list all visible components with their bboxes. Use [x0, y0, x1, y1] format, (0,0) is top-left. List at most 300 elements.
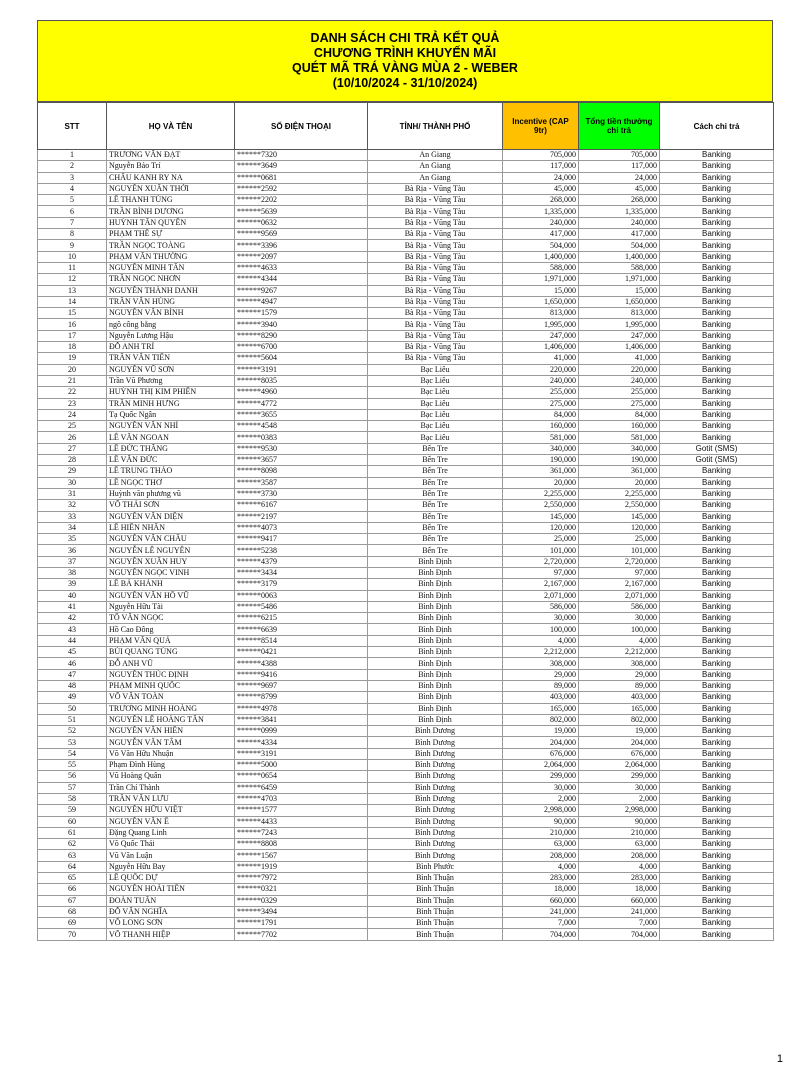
row-name: NGUYỄN MINH TÂN — [107, 262, 235, 273]
table-row — [38, 624, 774, 635]
row-stt: 68 — [38, 906, 107, 917]
row-phone: ******0654 — [235, 771, 368, 782]
row-total: 1,406,000 — [579, 342, 660, 353]
row-total: 220,000 — [579, 364, 660, 375]
row-total: 283,000 — [579, 873, 660, 884]
row-method: Banking — [660, 590, 774, 601]
row-method: Banking — [660, 793, 774, 804]
row-incentive: 2,998,000 — [503, 805, 579, 816]
row-total: 41,000 — [579, 353, 660, 364]
row-incentive: 84,000 — [503, 409, 579, 420]
row-incentive: 4,000 — [503, 635, 579, 646]
row-province: Bình Dương — [368, 805, 503, 816]
row-phone: ******3649 — [235, 161, 368, 172]
row-incentive: 24,000 — [503, 172, 579, 183]
row-method: Banking — [660, 409, 774, 420]
row-province: Bình Định — [368, 692, 503, 703]
row-phone: ******0321 — [235, 884, 368, 895]
row-phone: ******2592 — [235, 183, 368, 194]
row-stt: 53 — [38, 737, 107, 748]
row-phone: ******6459 — [235, 782, 368, 793]
row-name: VÕ VĂN TOÀN — [107, 692, 235, 703]
document-title-banner — [37, 20, 773, 102]
row-province: Bà Rịa - Vũng Tàu — [368, 353, 503, 364]
row-total: 361,000 — [579, 466, 660, 477]
row-stt: 5 — [38, 195, 107, 206]
row-stt: 26 — [38, 432, 107, 443]
row-incentive: 101,000 — [503, 545, 579, 556]
header-province: TỈNH/ THÀNH PHỐ — [368, 103, 503, 150]
row-province: Bạc Liêu — [368, 364, 503, 375]
row-province: Bình Thuận — [368, 918, 503, 929]
row-phone: ******3587 — [235, 477, 368, 488]
table-row — [38, 375, 774, 386]
row-incentive: 705,000 — [503, 150, 579, 161]
row-total: 247,000 — [579, 330, 660, 341]
header-incentive: Incentive (CAP 9tr) — [503, 103, 579, 150]
table-row — [38, 534, 774, 545]
row-total: 2,167,000 — [579, 579, 660, 590]
row-name: Phạm Đình Hùng — [107, 760, 235, 771]
row-incentive: 660,000 — [503, 895, 579, 906]
row-total: 1,650,000 — [579, 296, 660, 307]
row-phone: ******4433 — [235, 816, 368, 827]
row-name: TRẦN VĂN TIẾN — [107, 353, 235, 364]
row-method: Banking — [660, 624, 774, 635]
row-incentive: 247,000 — [503, 330, 579, 341]
row-total: 813,000 — [579, 308, 660, 319]
row-method: Banking — [660, 285, 774, 296]
table-row — [38, 635, 774, 646]
row-total: 89,000 — [579, 680, 660, 691]
row-stt: 64 — [38, 861, 107, 872]
row-incentive: 1,971,000 — [503, 274, 579, 285]
row-method: Banking — [660, 669, 774, 680]
row-incentive: 7,000 — [503, 918, 579, 929]
row-method: Banking — [660, 861, 774, 872]
row-phone: ******4703 — [235, 793, 368, 804]
row-stt: 23 — [38, 398, 107, 409]
row-stt: 52 — [38, 726, 107, 737]
row-stt: 3 — [38, 172, 107, 183]
table-row — [38, 308, 774, 319]
row-incentive: 241,000 — [503, 906, 579, 917]
row-method: Banking — [660, 601, 774, 612]
row-total: 18,000 — [579, 884, 660, 895]
row-incentive: 90,000 — [503, 816, 579, 827]
row-phone: ******4960 — [235, 387, 368, 398]
row-province: Bến Tre — [368, 534, 503, 545]
row-method: Banking — [660, 477, 774, 488]
row-stt: 66 — [38, 884, 107, 895]
row-province: Bình Định — [368, 647, 503, 658]
row-stt: 51 — [38, 714, 107, 725]
row-stt: 11 — [38, 262, 107, 273]
row-incentive: 120,000 — [503, 522, 579, 533]
table-row — [38, 522, 774, 533]
row-name: Nguyễn Hữu Tài — [107, 601, 235, 612]
row-method: Banking — [660, 364, 774, 375]
table-row — [38, 455, 774, 466]
row-phone: ******4344 — [235, 274, 368, 285]
row-province: Bà Rịa - Vũng Tàu — [368, 330, 503, 341]
row-method: Banking — [660, 150, 774, 161]
row-method: Banking — [660, 771, 774, 782]
row-name: Nguyễn Bảo Trí — [107, 161, 235, 172]
row-phone: ******9417 — [235, 534, 368, 545]
row-phone: ******4947 — [235, 296, 368, 307]
row-stt: 32 — [38, 500, 107, 511]
row-total: 30,000 — [579, 782, 660, 793]
row-incentive: 19,000 — [503, 726, 579, 737]
row-name: TRẦN VĂN LƯU — [107, 793, 235, 804]
row-method: Banking — [660, 579, 774, 590]
payout-table — [37, 102, 774, 941]
row-total: 117,000 — [579, 161, 660, 172]
row-name: NGUYỄN XUÂN HUY — [107, 556, 235, 567]
row-method: Banking — [660, 296, 774, 307]
row-phone: ******6167 — [235, 500, 368, 511]
row-stt: 22 — [38, 387, 107, 398]
row-method: Gotit (SMS) — [660, 443, 774, 454]
row-phone: ******3494 — [235, 906, 368, 917]
row-stt: 48 — [38, 680, 107, 691]
table-row — [38, 161, 774, 172]
table-row — [38, 500, 774, 511]
row-name: LÊ ĐỨC THẮNG — [107, 443, 235, 454]
row-method: Banking — [660, 511, 774, 522]
row-name: NGUYỄN THÚC ĐỊNH — [107, 669, 235, 680]
row-name: VÕ THANH HIỆP — [107, 929, 235, 940]
row-method: Banking — [660, 274, 774, 285]
row-stt: 9 — [38, 240, 107, 251]
row-phone: ******0421 — [235, 647, 368, 658]
table-row — [38, 342, 774, 353]
table-row — [38, 590, 774, 601]
row-province: Bình Dương — [368, 782, 503, 793]
row-total: 2,064,000 — [579, 760, 660, 771]
row-stt: 21 — [38, 375, 107, 386]
row-total: 120,000 — [579, 522, 660, 533]
row-phone: ******4633 — [235, 262, 368, 273]
table-row — [38, 929, 774, 940]
row-phone: ******6700 — [235, 342, 368, 353]
row-incentive: 208,000 — [503, 850, 579, 861]
row-phone: ******7702 — [235, 929, 368, 940]
row-total: 101,000 — [579, 545, 660, 556]
row-phone: ******3940 — [235, 319, 368, 330]
table-body — [38, 150, 774, 941]
table-row — [38, 556, 774, 567]
row-stt: 60 — [38, 816, 107, 827]
row-province: Bến Tre — [368, 522, 503, 533]
row-name: NGUYỄN LÊ NGUYÊN — [107, 545, 235, 556]
row-method: Banking — [660, 534, 774, 545]
row-stt: 38 — [38, 567, 107, 578]
table-row — [38, 827, 774, 838]
row-phone: ******8098 — [235, 466, 368, 477]
row-stt: 57 — [38, 782, 107, 793]
row-phone: ******7320 — [235, 150, 368, 161]
table-row — [38, 409, 774, 420]
row-name: TRẦN BÌNH DƯƠNG — [107, 206, 235, 217]
row-phone: ******0063 — [235, 590, 368, 601]
table-row — [38, 906, 774, 917]
row-province: Bình Thuận — [368, 929, 503, 940]
row-name: PHẠM THẾ SỰ — [107, 229, 235, 240]
row-incentive: 2,255,000 — [503, 488, 579, 499]
row-stt: 6 — [38, 206, 107, 217]
row-incentive: 299,000 — [503, 771, 579, 782]
row-stt: 35 — [38, 534, 107, 545]
row-phone: ******3730 — [235, 488, 368, 499]
row-method: Banking — [660, 748, 774, 759]
row-phone: ******0632 — [235, 217, 368, 228]
row-phone: ******3191 — [235, 748, 368, 759]
table-row — [38, 240, 774, 251]
row-phone: ******4978 — [235, 703, 368, 714]
row-incentive: 2,000 — [503, 793, 579, 804]
table-row — [38, 782, 774, 793]
row-stt: 15 — [38, 308, 107, 319]
table-row — [38, 511, 774, 522]
row-stt: 34 — [38, 522, 107, 533]
row-method: Banking — [660, 342, 774, 353]
row-province: Bình Định — [368, 601, 503, 612]
table-row — [38, 692, 774, 703]
row-incentive: 361,000 — [503, 466, 579, 477]
row-phone: ******7972 — [235, 873, 368, 884]
row-total: 29,000 — [579, 669, 660, 680]
row-province: Bình Dương — [368, 850, 503, 861]
row-total: 308,000 — [579, 658, 660, 669]
row-province: Bà Rịa - Vũng Tàu — [368, 229, 503, 240]
row-incentive: 340,000 — [503, 443, 579, 454]
table-row — [38, 296, 774, 307]
row-phone: ******9267 — [235, 285, 368, 296]
row-name: Hồ Cao Đông — [107, 624, 235, 635]
row-province: Bến Tre — [368, 455, 503, 466]
row-incentive: 1,995,000 — [503, 319, 579, 330]
row-phone: ******1791 — [235, 918, 368, 929]
table-row — [38, 839, 774, 850]
row-name: NGUYỄN VĂN DIỆN — [107, 511, 235, 522]
table-row — [38, 714, 774, 725]
row-total: 240,000 — [579, 217, 660, 228]
table-row — [38, 545, 774, 556]
row-phone: ******0383 — [235, 432, 368, 443]
row-phone: ******5639 — [235, 206, 368, 217]
row-stt: 31 — [38, 488, 107, 499]
row-incentive: 41,000 — [503, 353, 579, 364]
row-total: 268,000 — [579, 195, 660, 206]
row-name: Võ Văn Hữu Nhuận — [107, 748, 235, 759]
row-total: 63,000 — [579, 839, 660, 850]
row-name: Tạ Quốc Ngân — [107, 409, 235, 420]
row-total: 676,000 — [579, 748, 660, 759]
row-total: 165,000 — [579, 703, 660, 714]
table-row — [38, 195, 774, 206]
row-incentive: 190,000 — [503, 455, 579, 466]
row-stt: 63 — [38, 850, 107, 861]
row-incentive: 275,000 — [503, 398, 579, 409]
row-stt: 24 — [38, 409, 107, 420]
row-name: NGUYỄN VŨ SƠN — [107, 364, 235, 375]
row-incentive: 204,000 — [503, 737, 579, 748]
row-name: ĐỖ ANH VŨ — [107, 658, 235, 669]
row-stt: 69 — [38, 918, 107, 929]
row-province: Bến Tre — [368, 545, 503, 556]
row-method: Banking — [660, 895, 774, 906]
row-method: Banking — [660, 692, 774, 703]
row-name: NGUYỄN THÀNH DANH — [107, 285, 235, 296]
row-incentive: 15,000 — [503, 285, 579, 296]
row-method: Banking — [660, 906, 774, 917]
row-incentive: 165,000 — [503, 703, 579, 714]
row-province: Bà Rịa - Vũng Tàu — [368, 217, 503, 228]
row-name: Nguyễn Hữu Bay — [107, 861, 235, 872]
row-phone: ******7243 — [235, 827, 368, 838]
row-method: Banking — [660, 500, 774, 511]
row-total: 4,000 — [579, 861, 660, 872]
header-phone: SỐ ĐIỆN THOẠI — [235, 103, 368, 150]
row-method: Banking — [660, 850, 774, 861]
row-province: Bình Định — [368, 635, 503, 646]
row-name: ngô công bằng — [107, 319, 235, 330]
row-method: Banking — [660, 884, 774, 895]
row-name: TÔ VĂN NGỌC — [107, 613, 235, 624]
row-phone: ******3396 — [235, 240, 368, 251]
row-total: 25,000 — [579, 534, 660, 545]
row-province: Bình Dương — [368, 748, 503, 759]
row-incentive: 145,000 — [503, 511, 579, 522]
row-incentive: 1,406,000 — [503, 342, 579, 353]
row-phone: ******3657 — [235, 455, 368, 466]
row-total: 275,000 — [579, 398, 660, 409]
row-name: VÕ THÁI SƠN — [107, 500, 235, 511]
row-name: Vũ Hoàng Quân — [107, 771, 235, 782]
row-stt: 4 — [38, 183, 107, 194]
row-name: LÊ HIỀN NHÂN — [107, 522, 235, 533]
row-stt: 8 — [38, 229, 107, 240]
row-name: PHẠM MINH QUỐC — [107, 680, 235, 691]
row-incentive: 29,000 — [503, 669, 579, 680]
row-method: Banking — [660, 782, 774, 793]
row-total: 2,071,000 — [579, 590, 660, 601]
row-incentive: 1,335,000 — [503, 206, 579, 217]
row-phone: ******8799 — [235, 692, 368, 703]
row-incentive: 588,000 — [503, 262, 579, 273]
row-phone: ******5238 — [235, 545, 368, 556]
row-stt: 45 — [38, 647, 107, 658]
row-province: Bạc Liêu — [368, 375, 503, 386]
row-stt: 30 — [38, 477, 107, 488]
row-total: 704,000 — [579, 929, 660, 940]
row-stt: 29 — [38, 466, 107, 477]
row-total: 97,000 — [579, 567, 660, 578]
row-total: 145,000 — [579, 511, 660, 522]
row-province: Bình Dương — [368, 771, 503, 782]
row-name: LÊ THANH TÙNG — [107, 195, 235, 206]
row-total: 4,000 — [579, 635, 660, 646]
row-method: Banking — [660, 567, 774, 578]
row-incentive: 1,650,000 — [503, 296, 579, 307]
row-total: 204,000 — [579, 737, 660, 748]
table-row — [38, 850, 774, 861]
table-row — [38, 703, 774, 714]
table-row — [38, 262, 774, 273]
table-row — [38, 432, 774, 443]
row-stt: 56 — [38, 771, 107, 782]
row-phone: ******4334 — [235, 737, 368, 748]
row-method: Banking — [660, 161, 774, 172]
table-row — [38, 466, 774, 477]
row-province: Bình Thuận — [368, 906, 503, 917]
row-name: NGUYỄN VĂN CHÂU — [107, 534, 235, 545]
table-row — [38, 726, 774, 737]
row-method: Banking — [660, 466, 774, 477]
row-province: Bà Rịa - Vũng Tàu — [368, 274, 503, 285]
row-method: Banking — [660, 805, 774, 816]
row-phone: ******9416 — [235, 669, 368, 680]
row-method: Banking — [660, 556, 774, 567]
row-method: Banking — [660, 387, 774, 398]
row-total: 340,000 — [579, 443, 660, 454]
row-incentive: 30,000 — [503, 782, 579, 793]
row-incentive: 2,720,000 — [503, 556, 579, 567]
table-row — [38, 793, 774, 804]
table-row — [38, 861, 774, 872]
row-province: Bà Rịa - Vũng Tàu — [368, 240, 503, 251]
row-total: 30,000 — [579, 613, 660, 624]
row-stt: 49 — [38, 692, 107, 703]
row-total: 20,000 — [579, 477, 660, 488]
row-total: 240,000 — [579, 375, 660, 386]
row-method: Banking — [660, 714, 774, 725]
row-stt: 28 — [38, 455, 107, 466]
row-incentive: 581,000 — [503, 432, 579, 443]
row-total: 802,000 — [579, 714, 660, 725]
row-incentive: 1,400,000 — [503, 251, 579, 262]
row-method: Banking — [660, 217, 774, 228]
row-incentive: 813,000 — [503, 308, 579, 319]
row-name: TRẦN VĂN HÙNG — [107, 296, 235, 307]
row-province: Bến Tre — [368, 443, 503, 454]
row-name: Nguyễn Lương Hậu — [107, 330, 235, 341]
row-total: 100,000 — [579, 624, 660, 635]
row-incentive: 240,000 — [503, 375, 579, 386]
table-row — [38, 760, 774, 771]
row-province: Bình Định — [368, 703, 503, 714]
row-province: Bình Thuận — [368, 884, 503, 895]
row-name: NGUYỄN XUÂN THỚI — [107, 183, 235, 194]
row-total: 2,000 — [579, 793, 660, 804]
row-method: Banking — [660, 172, 774, 183]
row-phone: ******4073 — [235, 522, 368, 533]
row-phone: ******9697 — [235, 680, 368, 691]
row-stt: 47 — [38, 669, 107, 680]
row-stt: 12 — [38, 274, 107, 285]
row-province: An Giang — [368, 172, 503, 183]
row-phone: ******5604 — [235, 353, 368, 364]
row-total: 160,000 — [579, 421, 660, 432]
row-name: LÊ VĂN NGOAN — [107, 432, 235, 443]
row-name: TRẦN NGỌC TOÀNG — [107, 240, 235, 251]
row-phone: ******8808 — [235, 839, 368, 850]
row-province: Bình Định — [368, 669, 503, 680]
row-incentive: 308,000 — [503, 658, 579, 669]
table-row — [38, 873, 774, 884]
